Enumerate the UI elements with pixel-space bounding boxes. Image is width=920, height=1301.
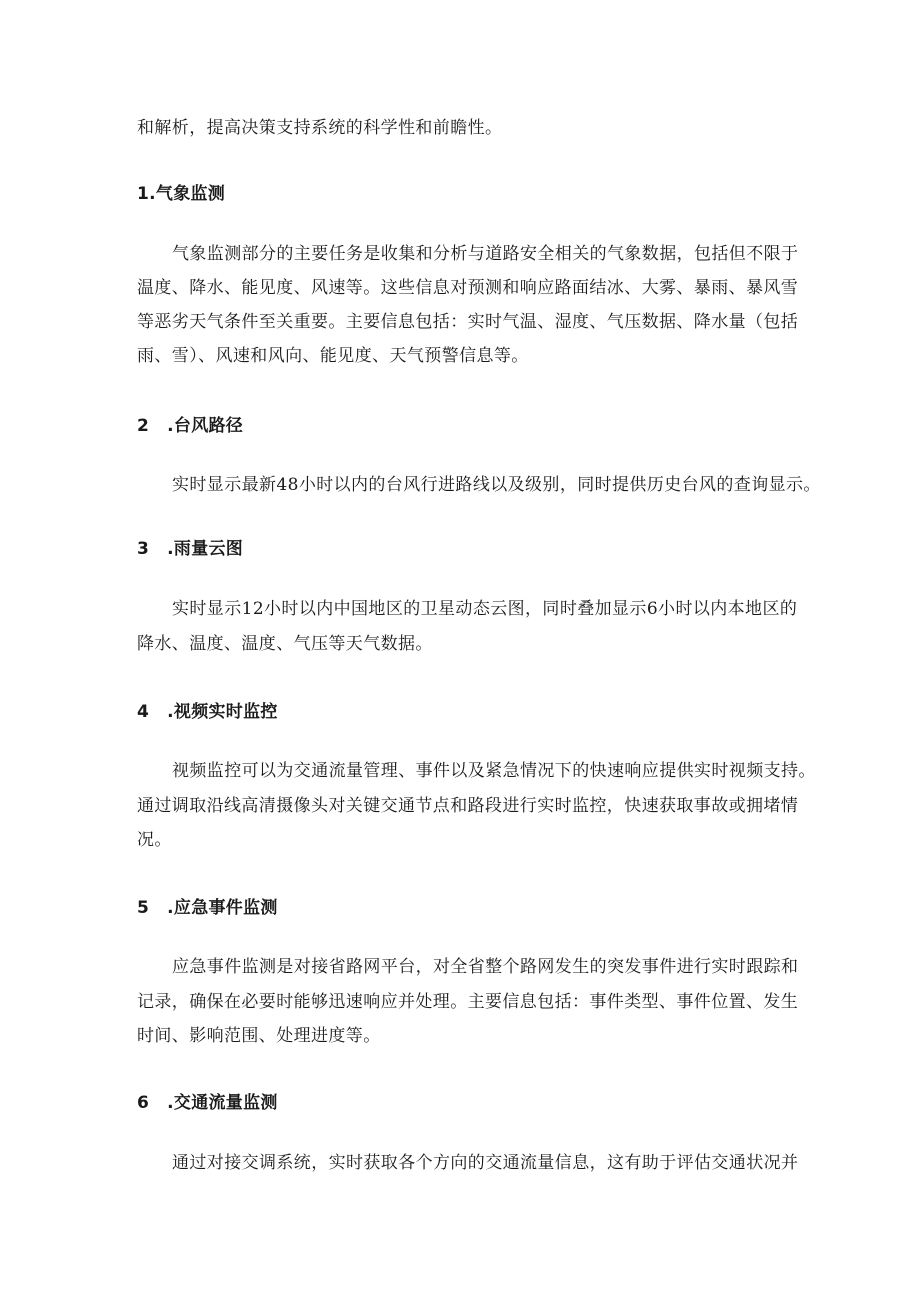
section-1-heading [137, 183, 225, 205]
paragraph-line: 实时显示最新48小时以内的台风行进路线以及级别，同时提供历史台风的查询显示。 [172, 475, 821, 495]
section-5-heading [137, 897, 278, 919]
paragraph-line: 通过对接交调系统，实时获取各个方向的交通流量信息，这有助于评估交通状况并 [172, 1153, 799, 1173]
section-3-heading [137, 538, 243, 560]
section-title: .应急事件监测 [167, 898, 278, 918]
section-number: 1 [137, 184, 150, 204]
paragraph-line: 等恶劣天气条件至关重要。主要信息包括：实时气温、湿度、气压数据、降水量（包括 [137, 312, 799, 332]
paragraph-line: 应急事件监测是对接省路网平台，对全省整个路网发生的突发事件进行实时跟踪和 [172, 957, 799, 977]
section-4-heading [137, 701, 278, 723]
paragraph-line: 降水、温度、温度、气压等天气数据。 [137, 634, 433, 654]
section-number: 6 [137, 1093, 150, 1113]
paragraph-line: 通过调取沿线高清摄像头对关键交通节点和路段进行实时监控，快速获取事故或拥堵情 [137, 796, 799, 816]
paragraph-line: 温度、降水、能见度、风速等。这些信息对预测和响应路面结冰、大雾、暴雨、暴风雪 [137, 278, 799, 298]
section-number: 5 [137, 898, 150, 918]
paragraph-line: 视频监控可以为交通流量管理、事件以及紧急情况下的快速响应提供实时视频支持。 [172, 761, 816, 781]
paragraph-line: 雨、雪）、风速和风向、能见度、天气预警信息等。 [137, 346, 529, 366]
paragraph-line: 实时显示12小时以内中国地区的卫星动态云图，同时叠加显示6小时以内本地区的 [172, 599, 798, 619]
paragraph-line: 气象监测部分的主要任务是收集和分析与道路安全相关的气象数据，包括但不限于 [172, 244, 799, 264]
section-title: .气象监测 [149, 184, 226, 204]
section-title: .交通流量监测 [167, 1093, 278, 1113]
section-6-heading [137, 1092, 278, 1114]
section-title: .台风路径 [167, 416, 244, 436]
paragraph-line: 况。 [137, 830, 172, 850]
intro-line: 和解析，提高决策支持系统的科学性和前瞻性。 [137, 118, 503, 138]
section-title: .视频实时监控 [167, 702, 278, 722]
section-number: 2 [137, 416, 150, 436]
section-number: 3 [137, 539, 150, 559]
paragraph-line: 时间、影响范围、处理进度等。 [137, 1026, 381, 1046]
paragraph-line: 记录，确保在必要时能够迅速响应并处理。主要信息包括：事件类型、事件位置、发生 [137, 992, 799, 1012]
section-title: .雨量云图 [167, 539, 244, 559]
section-2-heading [137, 415, 243, 437]
section-number: 4 [137, 702, 150, 722]
